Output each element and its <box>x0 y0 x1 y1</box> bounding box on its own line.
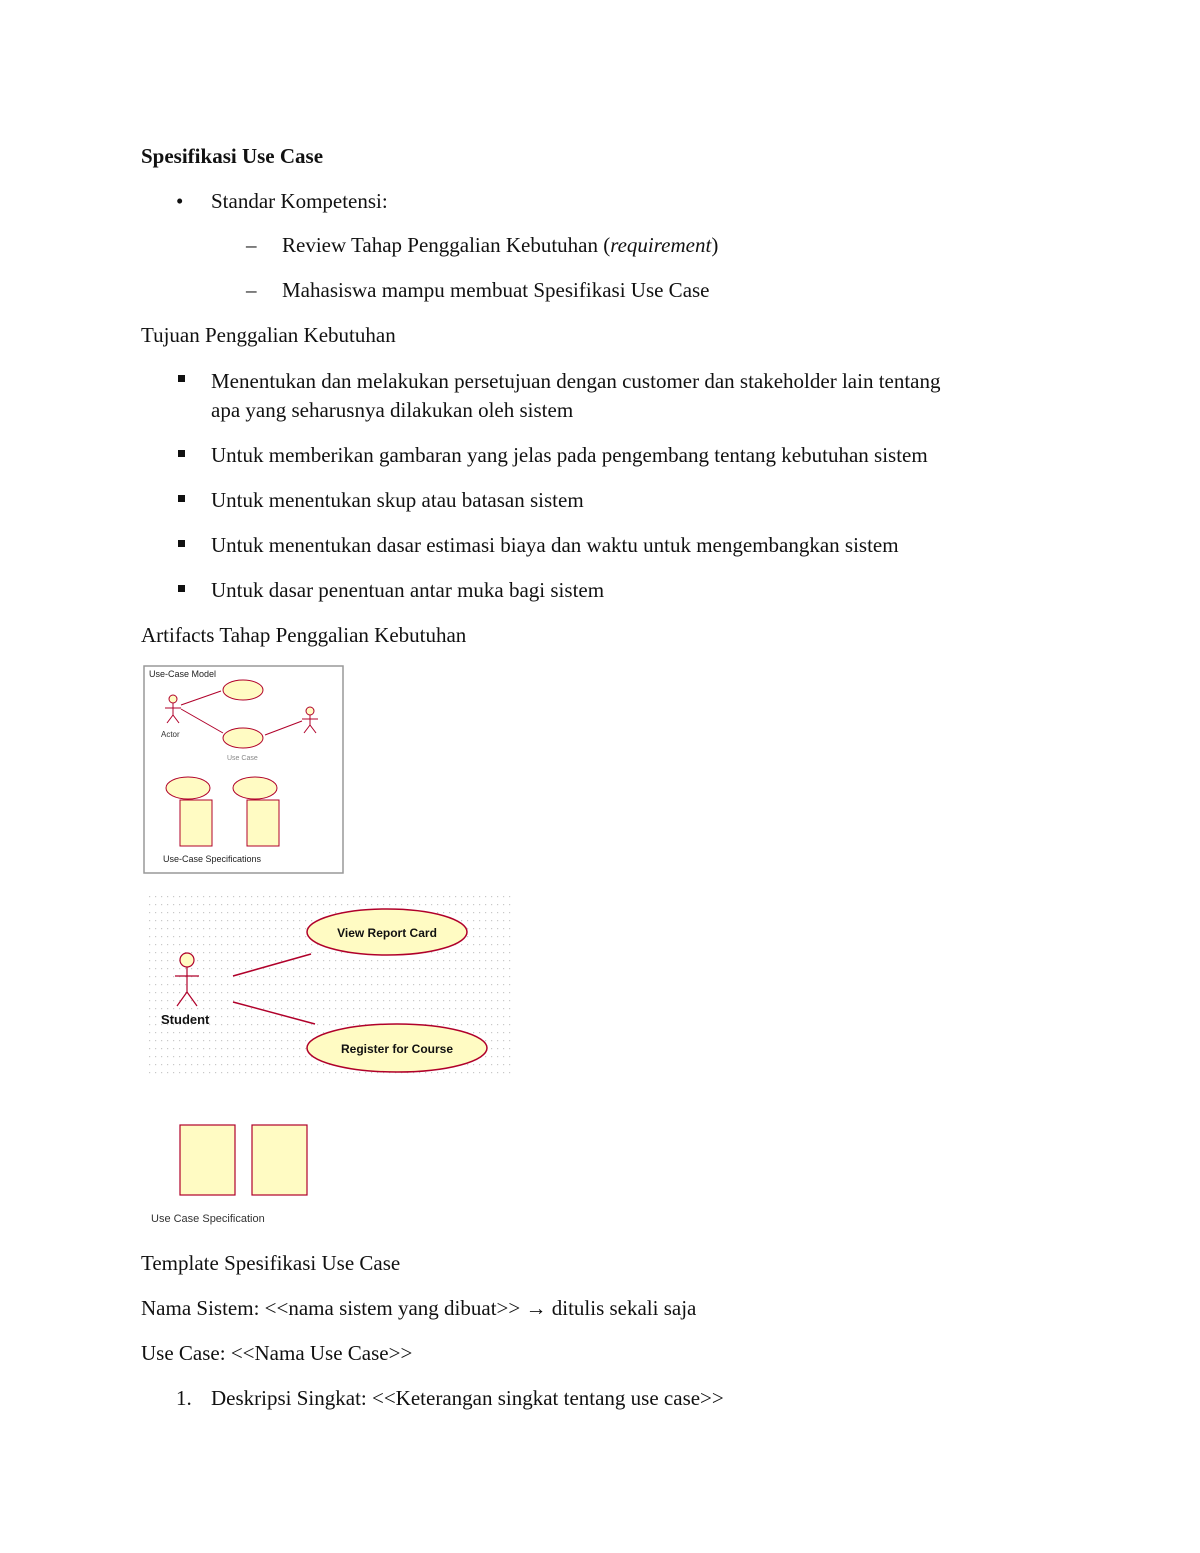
kompetensi-item-1: Review Tahap Penggalian Kebutuhan (requirement) <box>282 233 719 257</box>
specification-label: Use Case Specification <box>151 1213 265 1225</box>
spec-document-icon <box>252 1125 307 1195</box>
model-title: Use-Case Model <box>149 669 217 679</box>
use-case-ellipse <box>233 777 277 799</box>
use-case-ellipse <box>223 680 263 700</box>
square-bullet <box>178 375 185 382</box>
square-bullet <box>178 585 185 592</box>
kompetensi-item-2: Mahasiswa mampu membuat Spesifikasi Use Case <box>282 278 710 302</box>
list-number: 1. <box>176 1386 192 1410</box>
use-case-label: Use Case <box>227 755 258 762</box>
use-case-ellipse <box>223 728 263 748</box>
tujuan-item-1: Menentukan dan melakukan persetujuan dengan customer dan stakeholder lain tentang <box>211 369 941 393</box>
nama-sistem-line: Nama Sistem: <<nama sistem yang dibuat>> → ditulis sekali saja <box>141 1296 697 1320</box>
deskripsi-singkat: Deskripsi Singkat: <<Keterangan singkat tentang use case>> <box>211 1386 724 1410</box>
spec-document-icon <box>180 800 212 846</box>
use-case-model-diagram <box>143 665 345 875</box>
tujuan-item-4: Untuk menentukan dasar estimasi biaya dan waktu untuk mengembangkan sistem <box>211 533 899 557</box>
tujuan-item-1-cont: apa yang seharusnya dilakukan oleh sistem <box>211 398 574 422</box>
actor-label: Actor <box>161 730 180 739</box>
template-heading: Template Spesifikasi Use Case <box>141 1251 401 1275</box>
use-case-line: Use Case: <<Nama Use Case>> <box>141 1341 413 1365</box>
square-bullet <box>178 495 185 502</box>
specifications-label: Use-Case Specifications <box>163 854 262 864</box>
tujuan-item-5: Untuk dasar penentuan antar muka bagi sistem <box>211 578 605 602</box>
use-case-ellipse <box>166 777 210 799</box>
student-label: Student <box>161 1012 210 1027</box>
artifacts-heading: Artifacts Tahap Penggalian Kebutuhan <box>141 623 467 647</box>
student-use-case-diagram <box>143 888 515 1233</box>
tujuan-item-3: Untuk menentukan skup atau batasan sistem <box>211 488 584 512</box>
document-title: Spesifikasi Use Case <box>141 144 324 168</box>
use-case-label: View Report Card <box>337 926 437 940</box>
spec-document-icon <box>180 1125 235 1195</box>
kompetensi-label: Standar Kompetensi: <box>211 189 388 213</box>
tujuan-heading: Tujuan Penggalian Kebutuhan <box>141 323 396 347</box>
dash-marker: – <box>246 233 257 257</box>
spec-document-icon <box>247 800 279 846</box>
dash-marker: – <box>246 278 257 302</box>
use-case-label: Register for Course <box>340 1042 454 1056</box>
bullet-dot: • <box>176 189 184 213</box>
square-bullet <box>178 450 185 457</box>
arrow-icon: → <box>525 1297 547 1320</box>
tujuan-item-2: Untuk memberikan gambaran yang jelas pada pengembang tentang kebutuhan sistem <box>211 443 928 467</box>
square-bullet <box>178 540 185 547</box>
